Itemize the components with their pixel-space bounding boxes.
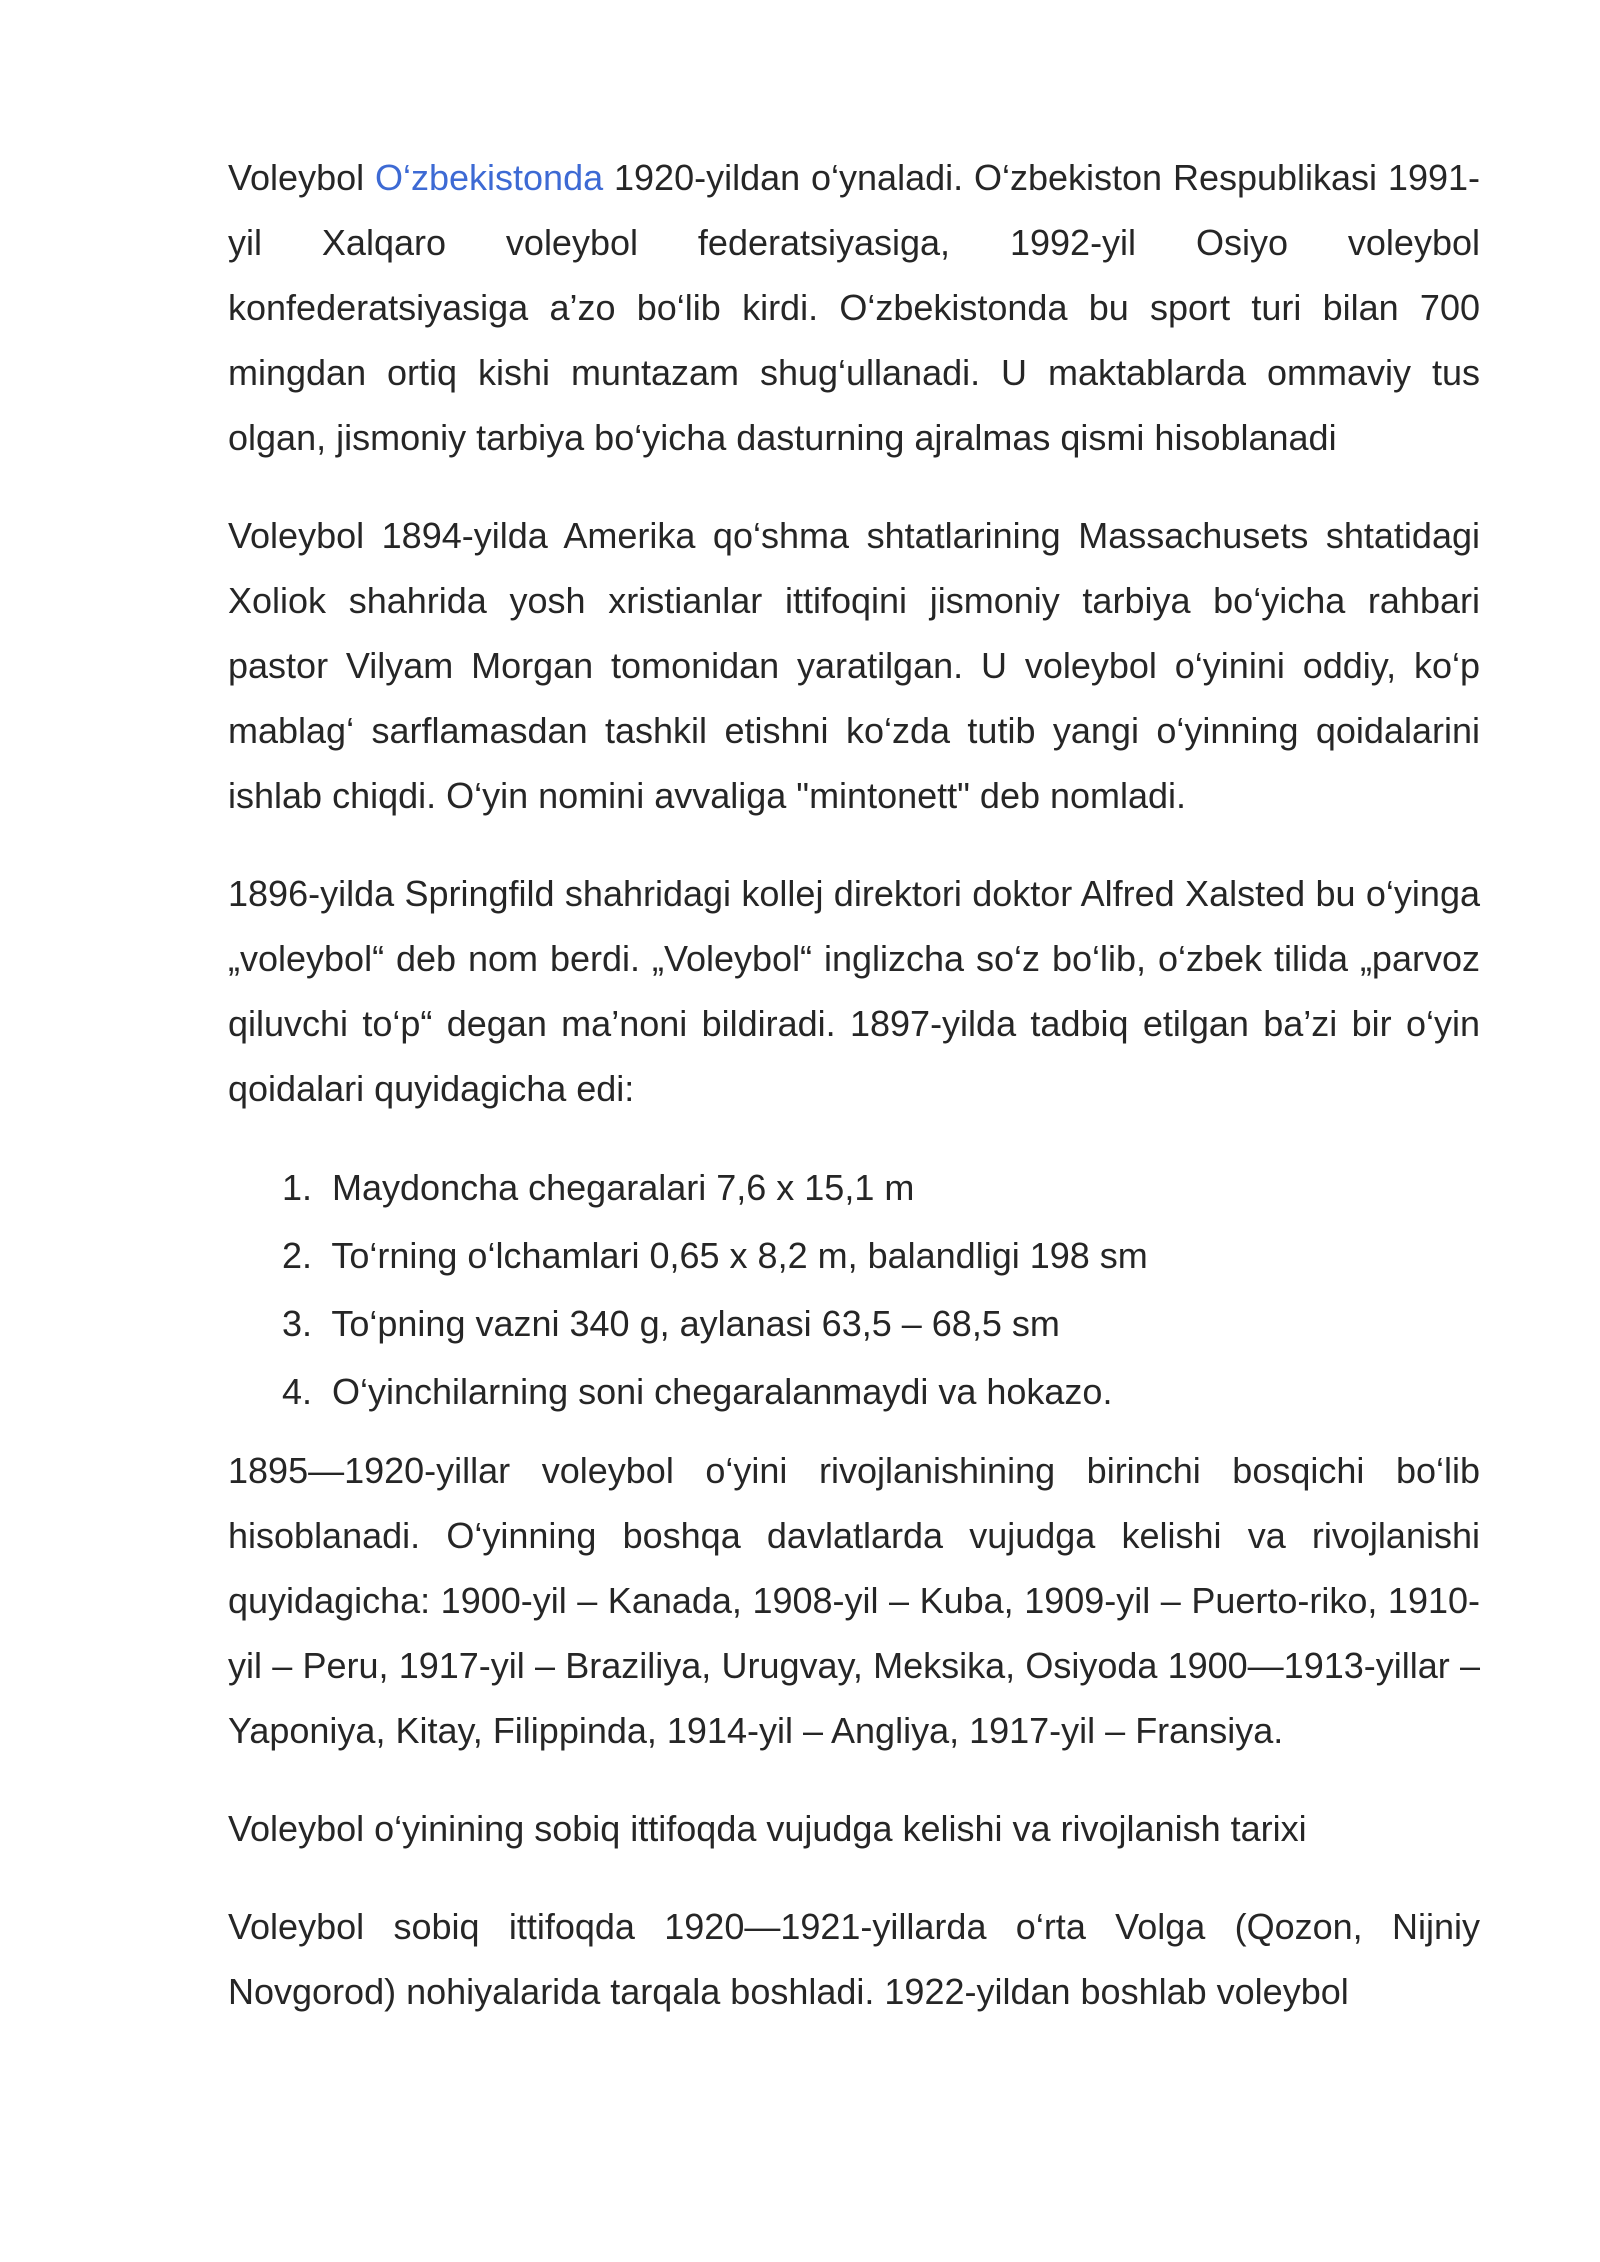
list-item-text: O‘yinchilarning soni chegaralanmaydi va hokazo. xyxy=(332,1371,1113,1412)
intro-text-rest: 1920-yildan o‘ynaladi. O‘zbekiston Respublikasi 1991-yil Xalqaro voleybol federatsiyasiga, 1992-yil Osiyo voleybol konfederatsiyasiga a’zo bo‘lib kirdi. O‘zbekistonda bu sport turi bilan 700 mingdan ortiq kishi muntazam shug‘ullanadi. U maktablarda ommaviy tus olgan, jismoniy tarbiya bo‘yicha dasturning ajralmas qismi hisoblanadi xyxy=(228,157,1480,458)
intro-text-start: Voleybol xyxy=(228,157,375,198)
list-item xyxy=(282,1290,1480,1358)
list-item-number: 2. xyxy=(282,1235,313,1276)
paragraph-soviet: Voleybol sobiq ittifoqda 1920—1921-yillarda o‘rta Volga (Qozon, Nijniy Novgorod) nohiyalarida tarqala boshladi. 1922-yildan boshlab voleybol xyxy=(228,1906,1480,2012)
paragraph-intro xyxy=(228,145,1480,470)
list-item-text: To‘rning o‘lchamlari 0,65 x 8,2 m, balandligi 198 sm xyxy=(331,1235,1148,1276)
list-item xyxy=(282,1222,1480,1290)
paragraph-naming: 1896-yilda Springfild shahridagi kollej direktori doktor Alfred Xalsted bu o‘yinga „voleybol“ deb nom berdi. „Voleybol“ inglizcha so‘z bo‘lib, o‘zbek tilida „parvoz qiluvchi to‘p“ degan ma’noni bildiradi. 1897-yilda tadbiq etilgan ba’zi bir o‘yin qoidalari quyidagicha edi: xyxy=(228,873,1480,1109)
list-item-number: 4. xyxy=(282,1371,313,1412)
list-item-number: 3. xyxy=(282,1303,313,1344)
list-item xyxy=(282,1358,1480,1426)
list-item-text: Maydoncha chegaralari 7,6 x 15,1 m xyxy=(332,1167,915,1208)
list-item xyxy=(282,1154,1480,1222)
paragraph-spread: 1895—1920-yillar voleybol o‘yini rivojlanishining birinchi bosqichi bo‘lib hisoblanadi. O‘yinning boshqa davlatlarda vujudga kelishi va rivojlanishi quyidagicha: 1900-yil – Kanada, 1908-yil – Kuba, 1909-yil – Puerto-riko, 1910-yil – Peru, 1917-yil – Braziliya, Urugvay, Meksika, Osiyoda 1900—1913-yillar – Yaponiya, Kitay, Filippinda, 1914-yil – Angliya, 1917-yil – Fransiya. xyxy=(228,1450,1480,1751)
document-body xyxy=(228,145,1480,2057)
rules-list xyxy=(228,1154,1480,1426)
section-heading: Voleybol o‘yinining sobiq ittifoqda vujudga kelishi va rivojlanish tarixi xyxy=(228,1808,1307,1849)
paragraph-origin: Voleybol 1894-yilda Amerika qo‘shma shtatlarining Massachusets shtatidagi Xoliok shahrida yosh xristianlar ittifoqini jismoniy tarbiya bo‘yicha rahbari pastor Vilyam Morgan tomonidan yaratilgan. U voleybol o‘yinini oddiy, ko‘p mablag‘ sarflamasdan tashkil etishni ko‘zda tutib yangi o‘yinning qoidalarini ishlab chiqdi. O‘yin nomini avvaliga "mintonett" deb nomladi. xyxy=(228,515,1480,816)
uzbekistan-link[interactable]: O‘zbekistonda xyxy=(374,157,604,198)
list-item-text: To‘pning vazni 340 g, aylanasi 63,5 – 68,5 sm xyxy=(331,1303,1060,1344)
list-item-number: 1. xyxy=(282,1167,313,1208)
